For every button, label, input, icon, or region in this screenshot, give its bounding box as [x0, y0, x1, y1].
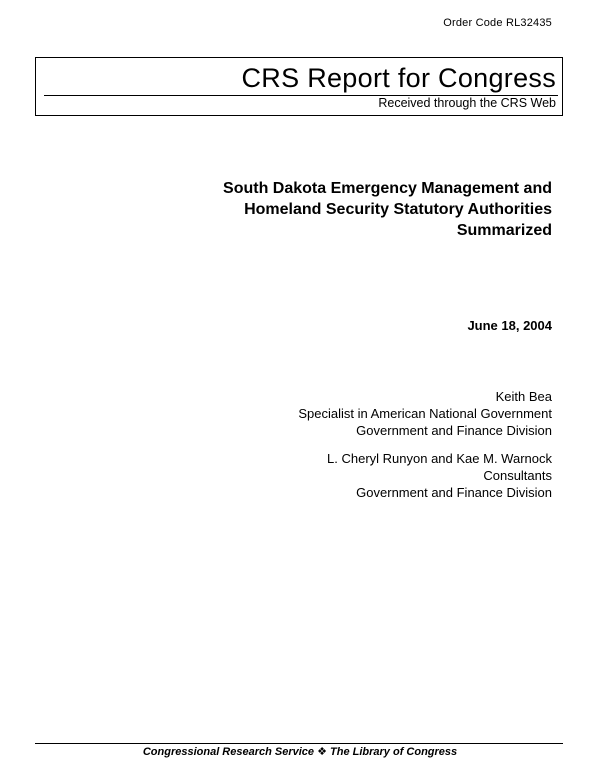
author-name: Keith Bea	[495, 389, 552, 404]
footer-text: Congressional Research Service ❖ The Library of Congress	[142, 746, 458, 758]
author-division: Government and Finance Division	[356, 423, 552, 438]
document-title	[112, 178, 552, 241]
document-title-line: Homeland Security Statutory Authorities	[244, 201, 552, 218]
author-block	[298, 388, 552, 439]
author-title: Specialist in American National Government	[298, 406, 552, 421]
document-title-line: Summarized	[456, 222, 552, 239]
report-subtitle: Received through the CRS Web	[378, 96, 556, 110]
order-code: Order Code RL32435	[443, 17, 552, 29]
author-division: Government and Finance Division	[356, 485, 552, 500]
report-title: CRS Report for Congress	[241, 63, 556, 93]
author-title: Consultants	[483, 468, 552, 483]
footer-divider	[35, 743, 563, 744]
author-block	[327, 450, 552, 501]
document-date: June 18, 2004	[467, 318, 552, 333]
author-name: L. Cheryl Runyon and Kae M. Warnock	[327, 451, 552, 466]
document-title-line: South Dakota Emergency Management and	[223, 180, 552, 197]
